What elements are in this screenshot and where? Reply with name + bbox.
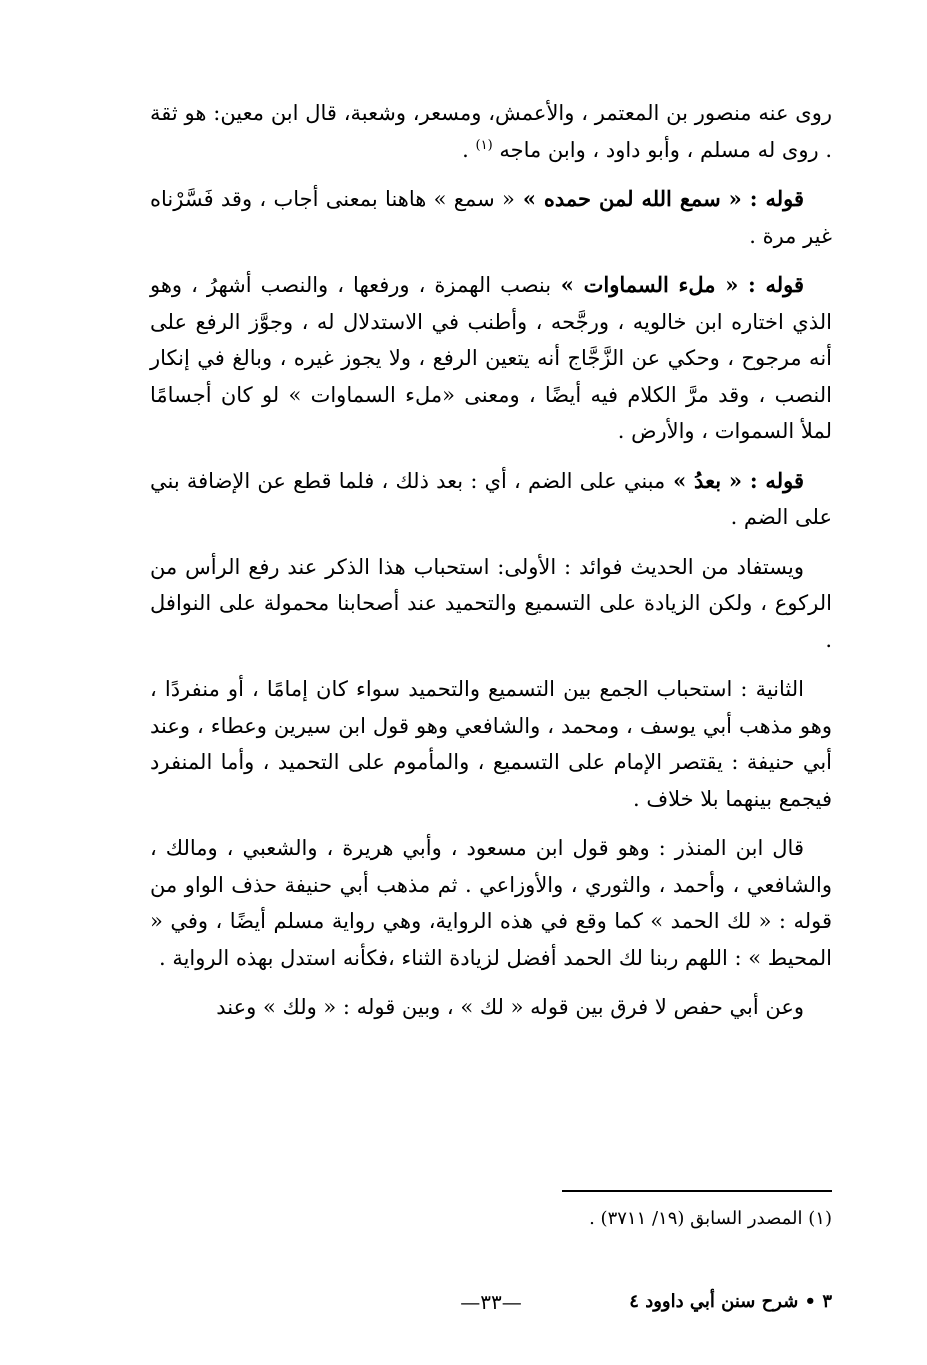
paragraph-ibn-almundhir: قال ابن المنذر : وهو قول ابن مسعود ، وأبي هريرة ، والشعبي ، ومالك ، والشافعي ، وأحمد ، والثوري ، والأوزاعي . ثم مذهب أبي حنيفة حذف الواو من قوله : « لك الحمد » كما وقع في هذه الرواية، وهي رواية مسلم أيضًا ، وفي « المحيط » : اللهم ربنا لك الحمد أفضل لزيادة الثناء ،فكأنه استدل بهذه الرواية . [150, 836, 832, 970]
footnote-divider [562, 1190, 832, 1192]
paragraph-badu [150, 463, 832, 536]
paragraph-lead: قوله : « بعدُ » [665, 467, 804, 493]
main-text [150, 95, 832, 1039]
paragraph-lead: قوله : « ملء السماوات » [551, 272, 804, 297]
page-footer [150, 1287, 832, 1317]
paragraph-text: بنصب الهمزة ، ورفعها ، والنصب أشهرُ ، وهو الذي اختاره ابن خالويه ، ورجَّحه ، وأطنب في الاستدلال له ، وجوَّز الرفع على أنه مرجوح ، وحكي عن الزَّجَّاج أنه يتعين الرفع ، ولا يجوز غيره ، وبالغ في إنكار النصب ، وقد مرَّ الكلام فيه أيضًا ، ومعنى «ملء السماوات » لو كان أجسامًا لملأ السموات ، والأرض . [150, 273, 832, 443]
paragraph-samia-allah [150, 181, 832, 254]
running-title: ٣ • شرح سنن أبي داوود ٤ [629, 1291, 832, 1312]
footnote-ref-1[interactable]: (١) [475, 137, 493, 153]
paragraph-narrators [150, 95, 832, 168]
paragraph-text: روى عنه منصور بن المعتمر ، والأعمش، ومسعر، وشعبة، قال ابن معين: هو ثقة . روى له مسلم ، وأبو داود ، وابن ماجه [150, 101, 832, 162]
paragraph-text: مبني على الضم ، أي : بعد ذلك ، فلما قطع عن الإضافة بني على الضم . [150, 468, 832, 529]
paragraph-tail: . [462, 137, 476, 162]
paragraph-lead: قوله : « سمع الله لمن حمده » [514, 186, 804, 211]
paragraph-abu-hafs: وعن أبي حفص لا فرق بين قوله « لك » ، وبين قوله : « ولك » وعند [216, 995, 804, 1019]
page-number: —٣٣— [460, 1290, 522, 1314]
paragraph-benefits: ويستفاد من الحديث فوائد : الأولى: استحباب هذا الذكر عند رفع الرأس من الركوع ، ولكن الزيادة على التسميع والتحميد عند أصحابنا محمولة على النوافل . [150, 554, 832, 652]
footnote: (١) المصدر السابق (١٩/ ٣٧١١) . [589, 1208, 832, 1229]
paragraph-second-benefit: الثانية : استحباب الجمع بين التسميع والتحميد سواء كان إمامًا ، أو منفردًا ، وهو مذهب أبي يوسف ، ومحمد ، والشافعي وهو قول ابن سيرين وعطاء ، وعند أبي حنيفة : يقتصر الإمام على التسميع ، والمأموم على التحميد ، وأما المنفرد فيجمع بينهما بلا خلاف . [150, 677, 832, 811]
paragraph-mil-assamawat [150, 267, 832, 450]
paragraph-text: « سمع » هاهنا بمعنى أجاب ، وقد فَسَّرْناه غير مرة . [150, 187, 832, 248]
